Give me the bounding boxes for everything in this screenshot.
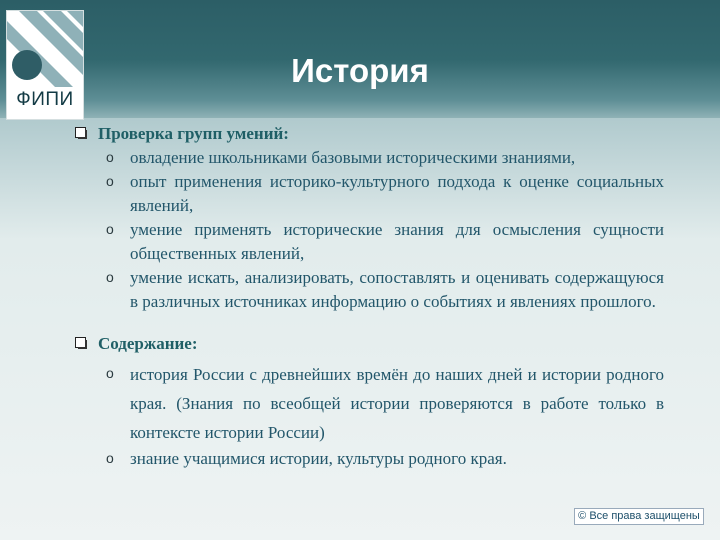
circle-bullet-icon: o xyxy=(106,450,114,466)
copyright-badge: © Все права защищены xyxy=(574,508,704,525)
circle-bullet-icon: o xyxy=(106,173,114,189)
list-item-text: опыт применения историко-культурного подхода к оценке социальных явлений, xyxy=(130,172,664,215)
list-item-text: умение искать, анализировать, сопоставлять и оценивать содержащуюся в различных источниках информацию о событиях и явлениях прошлого. xyxy=(130,268,664,311)
section-skills xyxy=(74,122,664,314)
page-title: История xyxy=(291,52,429,89)
logo-text: ФИПИ xyxy=(16,89,74,110)
list-item-text: умение применять исторические знания для осмысления сущности общественных явлений, xyxy=(130,220,664,263)
circle-bullet-icon: o xyxy=(106,269,114,285)
list-item-text: знание учащимися истории, культуры родного края. xyxy=(130,449,507,468)
list-item xyxy=(74,360,664,447)
list-item xyxy=(74,146,664,170)
list-item xyxy=(74,266,664,314)
fipi-logo xyxy=(6,10,84,120)
list-item-text: история России с древнейших времён до наших дней и истории родного края. (Знания по всеобщей истории проверяются в работе только в контексте истории России) xyxy=(130,365,664,442)
section-title: Проверка групп умений: xyxy=(98,124,289,143)
checkbox-bullet-icon xyxy=(75,127,86,138)
list-item xyxy=(74,170,664,218)
content-list xyxy=(74,360,664,471)
circle-bullet-icon: o xyxy=(106,149,114,165)
skills-list xyxy=(74,146,664,314)
main-content xyxy=(74,118,664,471)
section-heading xyxy=(74,122,664,146)
section-title: Содержание: xyxy=(98,334,198,353)
list-item xyxy=(74,447,664,471)
list-item-text: овладение школьниками базовыми историческими знаниями, xyxy=(130,148,576,167)
fipi-logo-emblem xyxy=(7,11,83,87)
section-content xyxy=(74,332,664,471)
checkbox-bullet-icon xyxy=(75,337,86,348)
circle-bullet-icon: o xyxy=(106,221,114,237)
list-item xyxy=(74,218,664,266)
circle-bullet-icon: o xyxy=(106,365,114,381)
section-heading xyxy=(74,332,664,356)
